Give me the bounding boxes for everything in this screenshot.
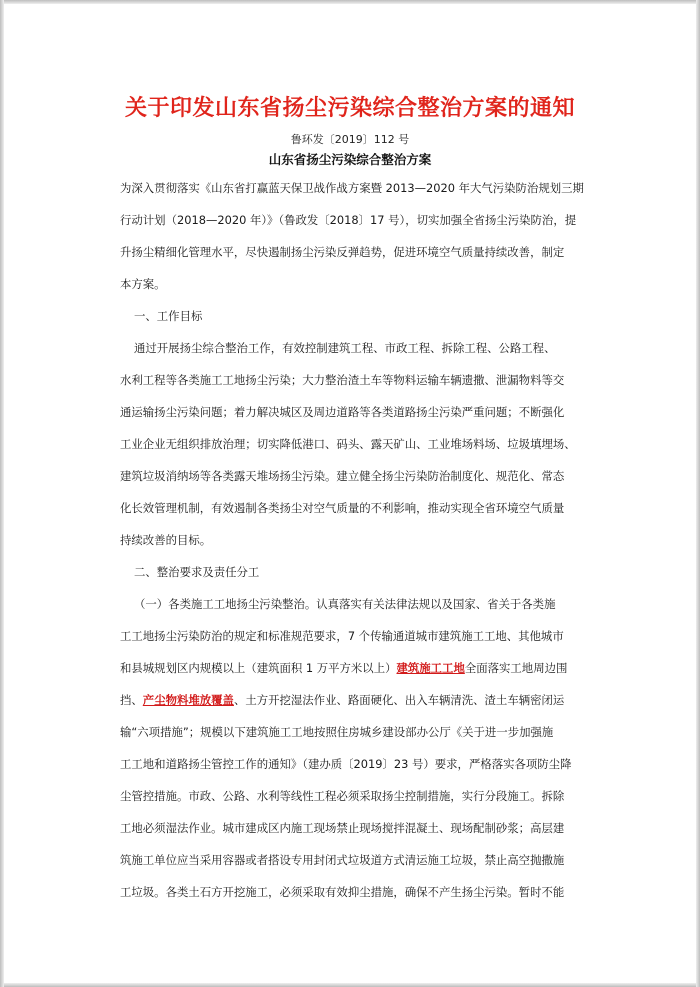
paragraph-line: 工业企业无组织排放治理；切实降低港口、码头、露天矿山、工业堆场料场、垃圾填埋场、 xyxy=(120,437,576,451)
text-span: 全面落实工地周边围 xyxy=(464,661,568,675)
paragraph-line: 工垃圾。各类土石方开挖施工，必须采取有效抑尘措施，确保不产生扬尘污染。暂时不能 xyxy=(120,885,565,899)
paragraph-line: 输“六项措施”；规模以下建筑施工工地按照住房城乡建设部办公厅《关于进一步加强施 xyxy=(120,725,554,739)
text-span: 和县城规划区内规模以上（建筑面积 1 万平方米以上） xyxy=(120,661,397,675)
paragraph-line: 化长效管理机制，有效遏制各类扬尘对空气质量的不利影响，推动实现全省环境空气质量 xyxy=(120,501,565,515)
text-span: 挡、 xyxy=(120,693,143,707)
paragraph-line: 工工地扬尘污染防治的规定和标准规范要求，7 个传输通道城市建筑施工工地、其他城市 xyxy=(120,629,564,643)
paragraph-line: 水利工程等各类施工工地扬尘污染；大力整治渣土车等物料运输车辆遗撒、泄漏物料等交 xyxy=(120,373,565,387)
text-span: 、土方开挖湿法作业、路面硬化、出入车辆清洗、渣土车辆密闭运 xyxy=(233,693,565,707)
paragraph-line: （一）各类施工工地扬尘污染整治。认真落实有关法律法规以及国家、省关于各类施 xyxy=(134,597,556,611)
document-title: 关于印发山东省扬尘污染综合整治方案的通知 xyxy=(124,96,575,121)
link-material-covering[interactable]: 产尘物料堆放覆盖 xyxy=(142,693,234,707)
page-border-bottom xyxy=(0,983,700,987)
page-border-left xyxy=(0,0,4,987)
paragraph-line: 升扬尘精细化管理水平，尽快遏制扬尘污染反弹趋势，促进环境空气质量持续改善，制定 xyxy=(120,245,565,259)
paragraph-line: 持续改善的目标。 xyxy=(120,533,212,547)
document-number: 鲁环发〔2019〕112 号 xyxy=(290,133,410,146)
paragraph-line: 尘管控措施。市政、公路、水利等线性工程必须采取扬尘控制措施，实行分段施工。拆除 xyxy=(120,789,565,803)
paragraph-line: 本方案。 xyxy=(120,277,166,291)
page-border-top xyxy=(0,0,700,4)
paragraph-line xyxy=(120,692,600,708)
paragraph-line: 通运输扬尘污染问题；着力解决城区及周边道路等各类道路扬尘污染严重问题；不断强化 xyxy=(120,405,565,419)
section-heading: 一、工作目标 xyxy=(134,309,203,323)
page-border-right xyxy=(696,0,700,987)
paragraph-line: 建筑垃圾消纳场等各类露天堆场扬尘污染。建立健全扬尘污染防治制度化、规范化、常态 xyxy=(120,469,565,483)
document-subtitle: 山东省扬尘污染综合整治方案 xyxy=(268,152,432,167)
paragraph-line: 为深入贯彻落实《山东省打赢蓝天保卫战作战方案暨 2013—2020 年大气污染防治规划三期 xyxy=(120,181,584,195)
paragraph-line: 工地必须湿法作业。城市建成区内施工现场禁止现场搅拌混凝土、现场配制砂浆；高层建 xyxy=(120,821,565,835)
paragraph-line: 筑施工单位应当采用容器或者搭设专用封闭式垃圾道方式清运施工垃圾，禁止高空抛撒施 xyxy=(120,853,565,867)
paragraph-line: 工工地和道路扬尘管控工作的通知》（建办质〔2019〕23 号）要求，严格落实各项防尘降 xyxy=(120,757,572,771)
section-heading: 二、整治要求及责任分工 xyxy=(134,565,260,579)
paragraph-line: 通过开展扬尘综合整治工作，有效控制建筑工程、市政工程、拆除工程、公路工程、 xyxy=(134,341,556,355)
paragraph-line: 行动计划（2018—2020 年）》（鲁政发〔2018〕17 号），切实加强全省扬尘污染防治，提 xyxy=(120,213,577,227)
paragraph-line xyxy=(120,660,600,676)
link-construction-sites[interactable]: 建筑施工工地 xyxy=(396,661,465,675)
